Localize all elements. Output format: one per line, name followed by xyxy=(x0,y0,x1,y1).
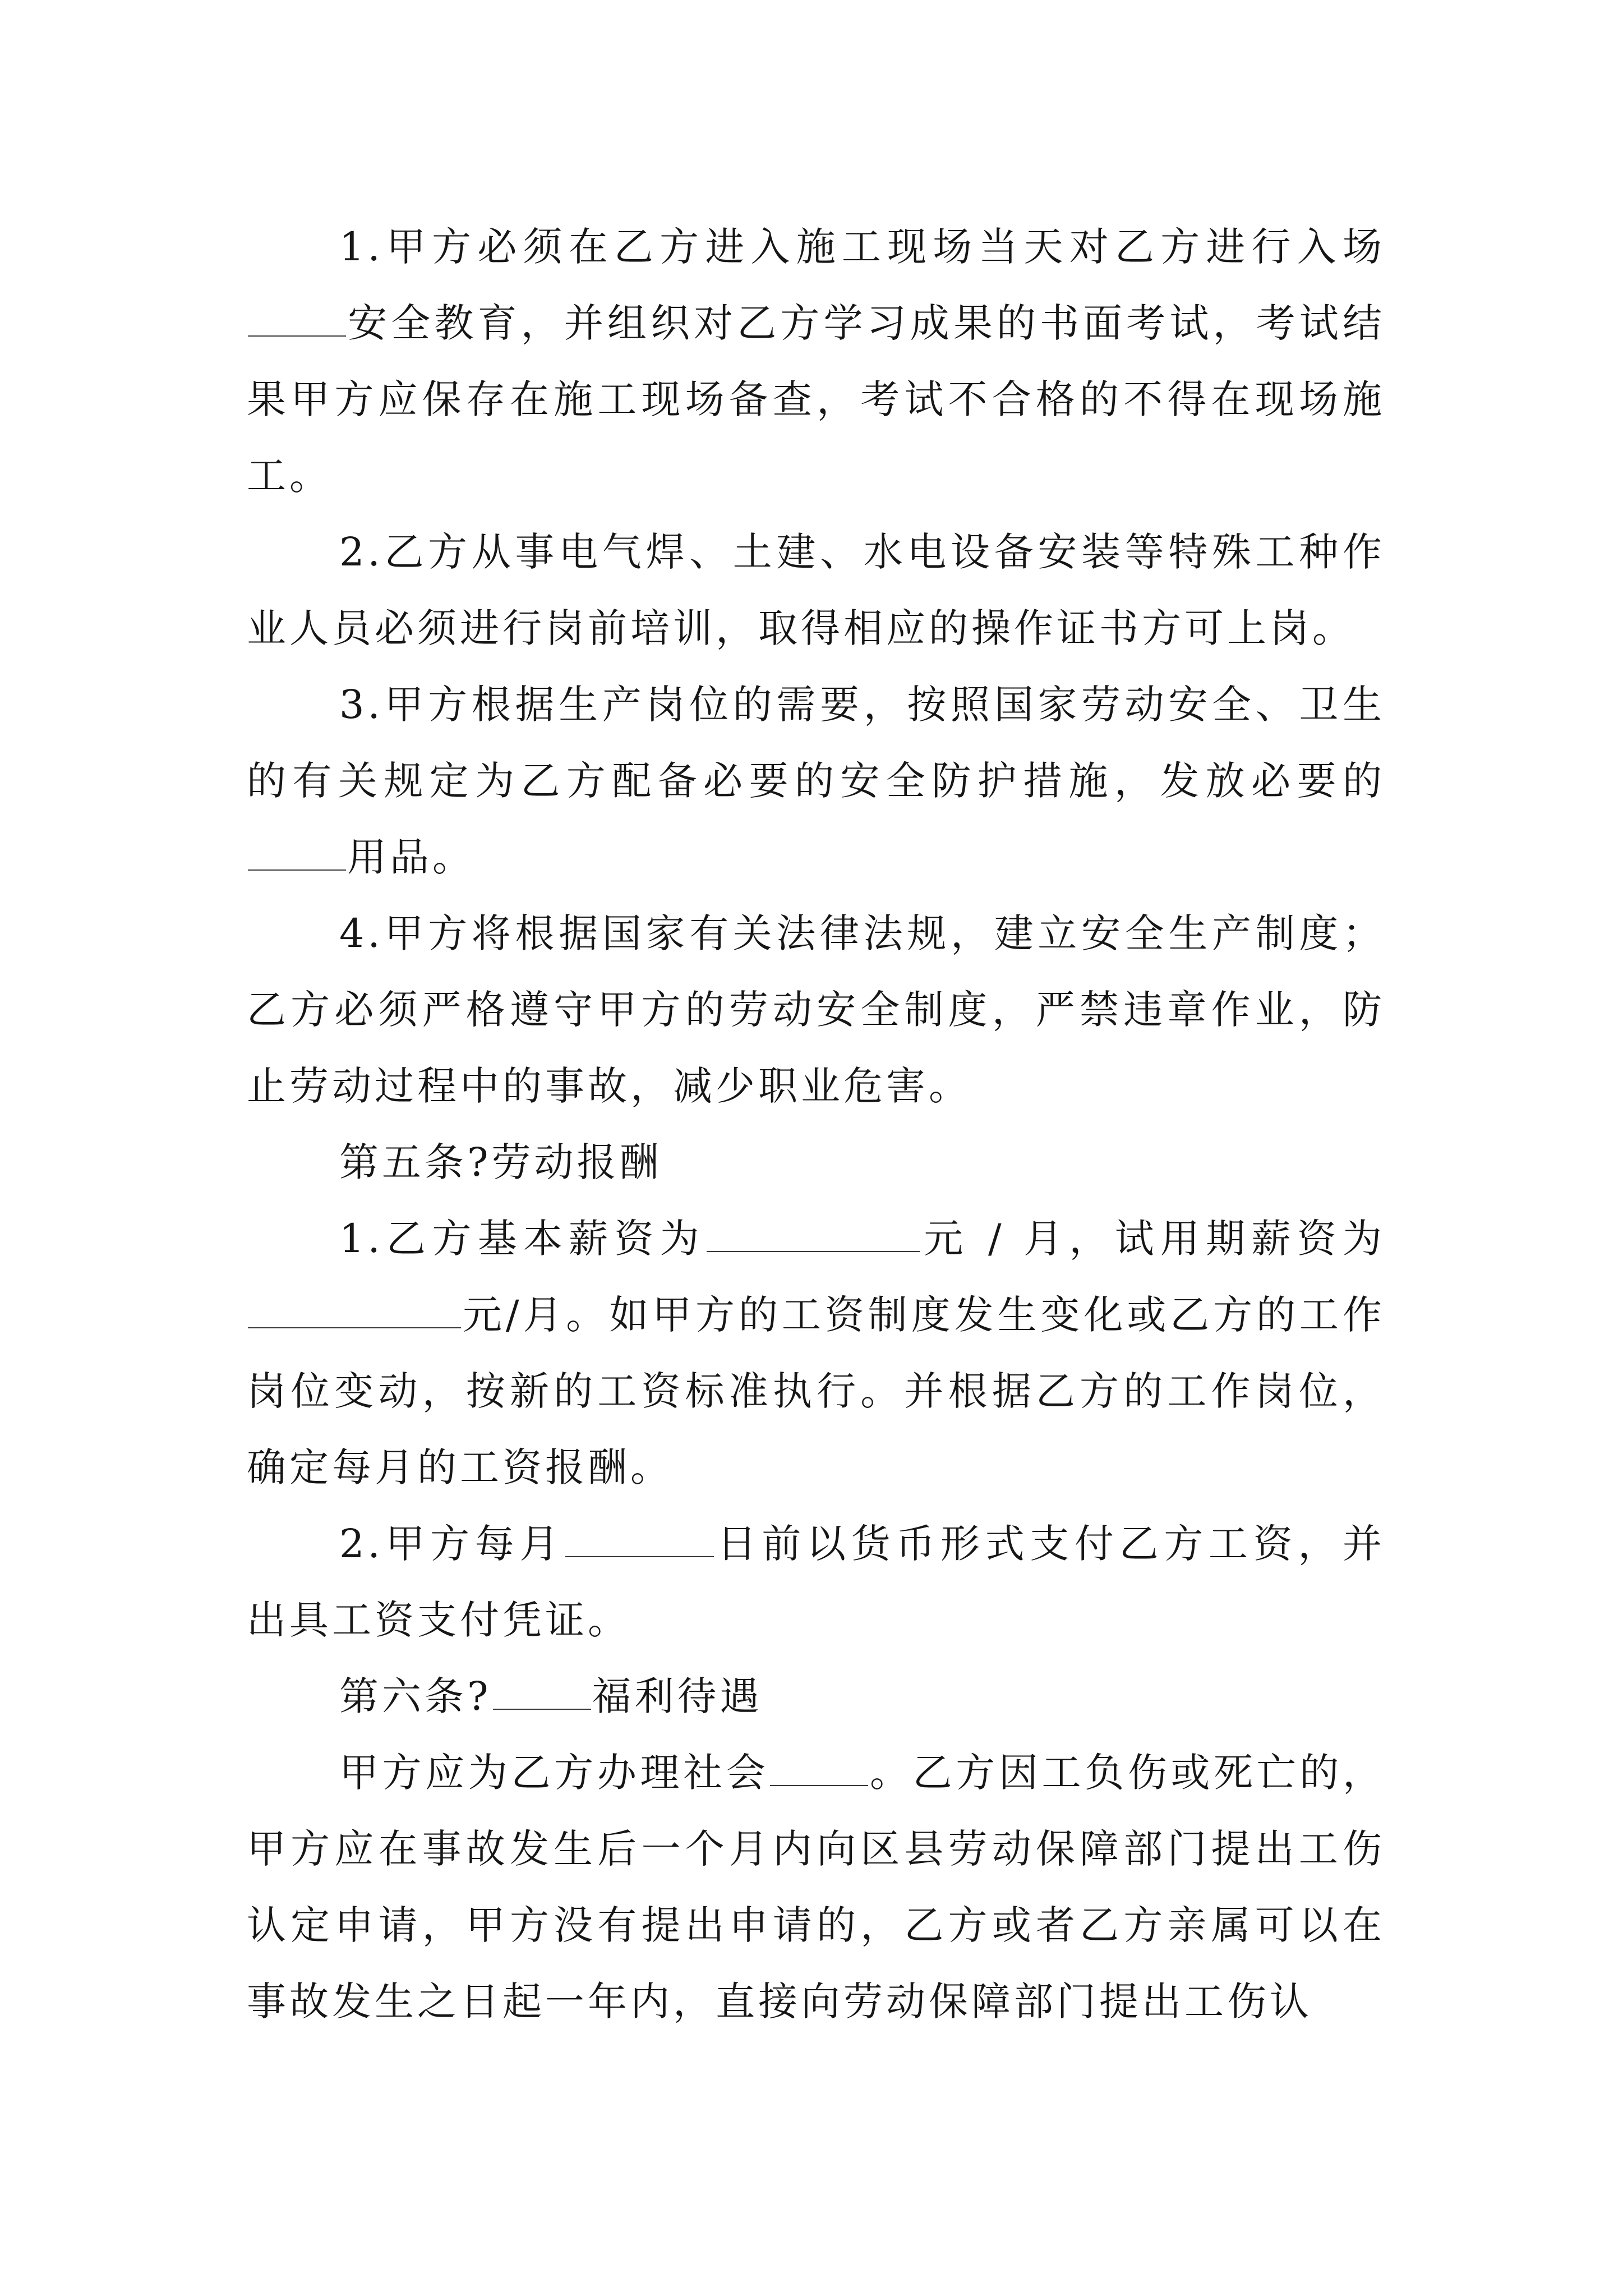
text-segment: 日前以货币形式支付乙方工资，并出具工资支付凭证。 xyxy=(247,1521,1385,1643)
paragraph-p1 xyxy=(247,209,1385,514)
document-body xyxy=(247,209,1385,2040)
fill-in-blank xyxy=(565,1527,714,1557)
text-segment: 用品。 xyxy=(347,834,475,880)
text-segment: 元 / 月，试用期薪资为 xyxy=(920,1216,1385,1262)
paragraph-p4 xyxy=(247,895,1385,1124)
text-segment: 福利待遇 xyxy=(592,1673,763,1719)
fill-in-blank xyxy=(248,1298,461,1328)
text-segment: 3.甲方根据生产岗位的需要，按照国家劳动安全、卫生的有关规定为乙方配备必要的安全防护措施，发放必要的 xyxy=(247,682,1385,804)
fill-in-blank xyxy=(770,1756,868,1786)
text-segment: 1.甲方必须在乙方进入施工现场当天对乙方进行入场 xyxy=(339,224,1385,270)
paragraph-p9 xyxy=(247,1734,1385,2040)
text-segment: 第六条? xyxy=(339,1673,492,1719)
text-segment: 。乙方因工负伤或死亡的，甲方应在事故发生后一个月内向区县劳动保障部门提出工伤认定申请，甲方没有提出申请的，乙方或者乙方亲属可以在事故发生之日起一年内，直接向劳动保障部门提出工伤认 xyxy=(247,1750,1386,2024)
text-segment: 2.甲方每月 xyxy=(339,1521,565,1567)
paragraph-p5 xyxy=(247,1124,1385,1200)
fill-in-blank xyxy=(248,840,346,871)
paragraph-p8 xyxy=(247,1658,1385,1734)
text-segment: 第五条?劳动报酬 xyxy=(339,1139,662,1185)
paragraph-p2 xyxy=(247,514,1385,666)
fill-in-blank xyxy=(707,1222,920,1252)
fill-in-blank xyxy=(493,1680,591,1710)
text-segment: 1.乙方基本薪资为 xyxy=(339,1216,706,1262)
text-segment: 4.甲方将根据国家有关法律法规，建立安全生产制度；乙方必须严格遵守甲方的劳动安全制度，严禁违章作业，防止劳动过程中的事故，减少职业危害。 xyxy=(247,910,1385,1109)
text-segment: 安全教育，并组织对乙方学习成果的书面考试，考试结果甲方应保存在施工现场备查，考试不合格的不得在现场施工。 xyxy=(247,300,1385,499)
paragraph-p6 xyxy=(247,1200,1385,1506)
text-segment: 元/月。如甲方的工资制度发生变化或乙方的工作岗位变动，按新的工资标准执行。并根据乙方的工作岗位，确定每月的工资报酬。 xyxy=(247,1292,1385,1490)
fill-in-blank xyxy=(248,306,346,337)
text-segment: 甲方应为乙方办理社会 xyxy=(339,1750,769,1796)
text-segment: 2.乙方从事电气焊、土建、水电设备安装等特殊工种作业人员必须进行岗前培训，取得相应的操作证书方可上岗。 xyxy=(247,529,1385,651)
paragraph-p3 xyxy=(247,666,1385,895)
paragraph-p7 xyxy=(247,1506,1385,1658)
